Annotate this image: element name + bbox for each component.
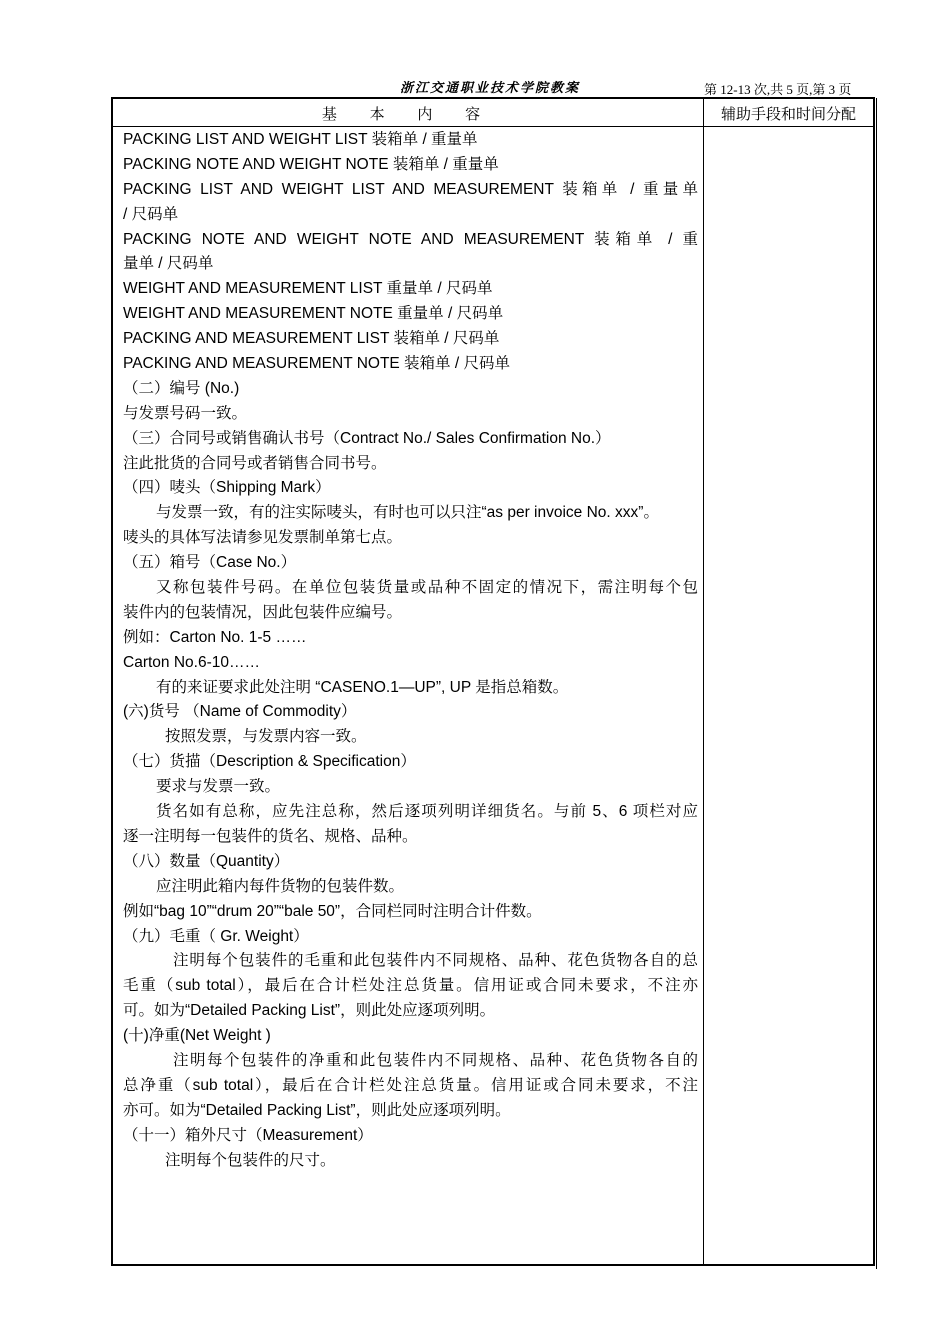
column-header-aux: 辅助手段和时间分配 bbox=[720, 105, 856, 123]
content-line: 又称包装件号码。在单位包装货量或品种不固定的情况下，需注明每个包 bbox=[156, 579, 698, 597]
content-line: PACKING AND MEASUREMENT LIST 装箱单 / 尺码单 bbox=[123, 330, 500, 348]
content-line: 逐一注明每一包装件的货名、规格、品种。 bbox=[123, 827, 418, 845]
lesson-plan-table bbox=[111, 97, 875, 1266]
section-heading: （七）货描（Description & Specification） bbox=[123, 753, 416, 771]
content-line: 量单 / 尺码单 bbox=[123, 255, 214, 273]
content-line: PACKING AND MEASUREMENT NOTE 装箱单 / 尺码单 bbox=[123, 355, 510, 373]
content-line: 与发票号码一致。 bbox=[123, 404, 248, 422]
content-line: PACKING NOTE AND WEIGHT NOTE 装箱单 / 重量单 bbox=[123, 155, 499, 173]
content-line: 唛头的具体写法请参见发票制单第七点。 bbox=[123, 529, 403, 547]
content-line: 装件内的包装情况，因此包装件应编号。 bbox=[123, 603, 403, 621]
content-line: Carton No.6-10…… bbox=[123, 653, 260, 671]
content-line: WEIGHT AND MEASUREMENT NOTE 重量单 / 尺码单 bbox=[123, 305, 504, 323]
section-heading: （十一）箱外尺寸（Measurement） bbox=[123, 1126, 373, 1144]
main-content bbox=[123, 128, 698, 1173]
column-divider bbox=[703, 99, 704, 1264]
content-line: PACKING LIST AND WEIGHT LIST 装箱单 / 重量单 bbox=[123, 131, 478, 148]
content-line: 要求与发票一致。 bbox=[156, 778, 281, 796]
content-line: 注明每个包装件的尺寸。 bbox=[165, 1151, 336, 1169]
section-heading: (十)净重(Net Weight ) bbox=[123, 1027, 271, 1045]
section-heading: (六)货号 （Name of Commodity） bbox=[123, 703, 357, 721]
section-heading: （五）箱号（Case No.） bbox=[123, 554, 297, 572]
content-line: 有的来证要求此处注明 “CASENO.1—UP”, UP 是指总箱数。 bbox=[156, 678, 569, 696]
content-line: PACKING LIST AND WEIGHT LIST AND MEASUREMENT 装箱单 / 重量单 bbox=[123, 180, 698, 198]
section-heading: （四）唛头（Shipping Mark） bbox=[123, 479, 331, 497]
content-line: 注明每个包装件的毛重和此包装件内不同规格、品种、花色货物各自的总 bbox=[173, 952, 698, 970]
content-line: 注明每个包装件的净重和此包装件内不同规格、品种、花色货物各自的 bbox=[173, 1051, 698, 1069]
content-line: 应注明此箱内每件货物的包装件数。 bbox=[156, 877, 405, 895]
section-heading: （三）合同号或销售确认书号（Contract No./ Sales Confirmation No.） bbox=[123, 429, 611, 447]
content-line: 总净重（sub total），最后在合计栏处注总货量。信用证或合同未要求，不注 bbox=[123, 1076, 698, 1094]
header-divider bbox=[113, 126, 873, 127]
school-header: 浙江交通职业技术学院教案 bbox=[400, 81, 581, 96]
page-info: 第 12-13 次,共 5 页,第 3 页 bbox=[704, 82, 852, 97]
section-heading: （八）数量（Quantity） bbox=[123, 852, 290, 870]
content-line: / 尺码单 bbox=[123, 205, 179, 223]
content-line: WEIGHT AND MEASUREMENT LIST 重量单 / 尺码单 bbox=[123, 280, 493, 298]
content-line: 按照发票，与发票内容一致。 bbox=[165, 728, 367, 746]
content-line: 例如“bag 10”“drum 20”“bale 50”，合同栏同时注明合计件数。 bbox=[123, 902, 542, 920]
section-heading: （二）编号 (No.) bbox=[123, 379, 240, 397]
content-line: PACKING NOTE AND WEIGHT NOTE AND MEASUREMENT 装箱单 / 重 bbox=[123, 230, 698, 248]
content-line: 毛重（sub total），最后在合计栏处注总货量。信用证或合同未要求，不注亦 bbox=[123, 977, 698, 995]
content-line: 亦可。如为“Detailed Packing List”，则此处应逐项列明。 bbox=[123, 1101, 511, 1119]
content-line: 例如：Carton No. 1-5 …… bbox=[123, 628, 307, 646]
content-line: 与发票一致，有的注实际唛头，有时也可以只注“as per invoice No. xxx”。 bbox=[156, 504, 659, 522]
content-line: 注此批货的合同号或者销售合同书号。 bbox=[123, 454, 387, 472]
column-header-main: 基 本 内 容 bbox=[321, 105, 495, 123]
content-line: 货名如有总称，应先注总称，然后逐项列明详细货名。与前 5、6 项栏对应 bbox=[156, 803, 698, 821]
content-line: 可。如为“Detailed Packing List”，则此处应逐项列明。 bbox=[123, 1002, 496, 1020]
section-heading: （九）毛重（ Gr. Weight） bbox=[123, 927, 309, 945]
